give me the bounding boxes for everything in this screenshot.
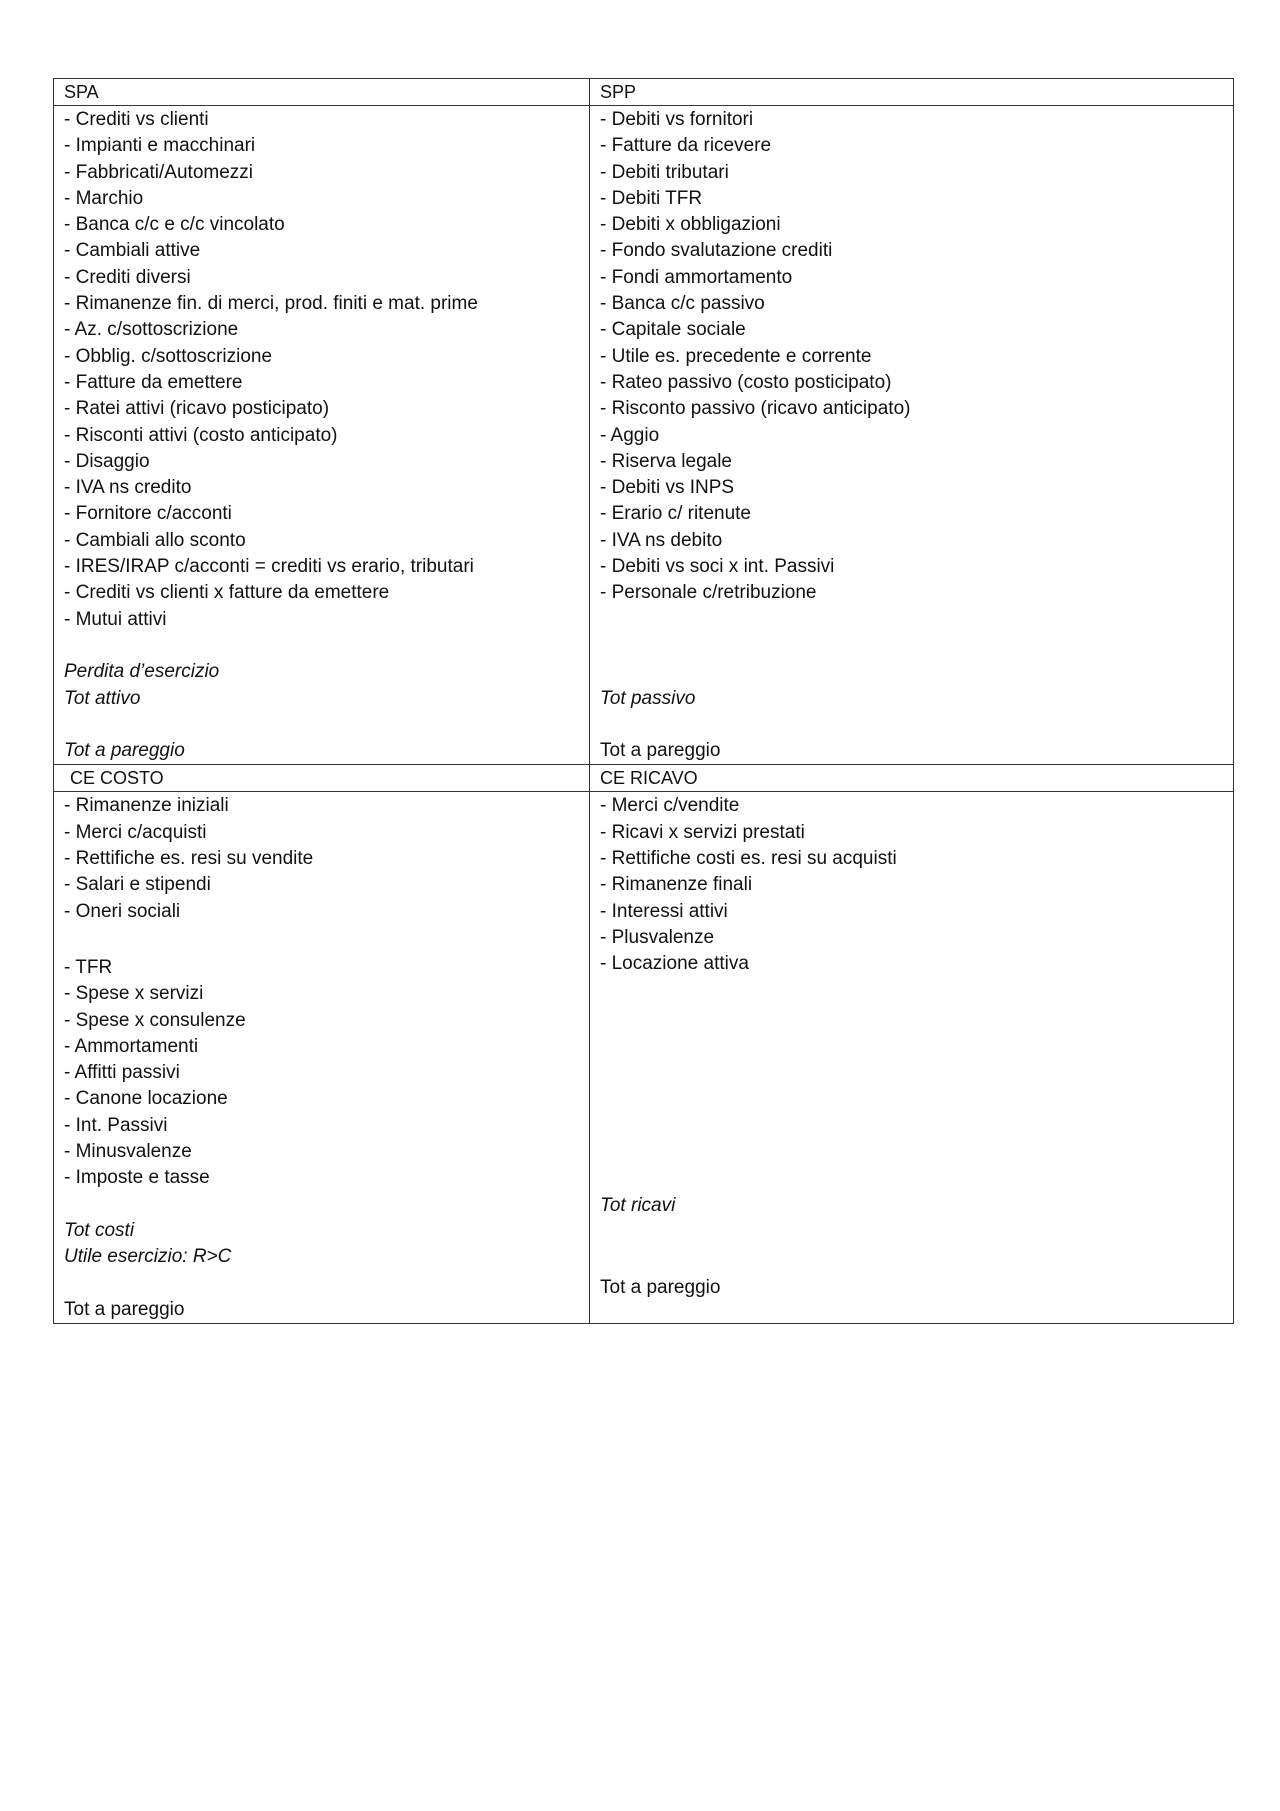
list-item: - Fabbricati/Automezzi [64,161,254,183]
list-item: - Crediti diversi [64,266,191,288]
utile-esercizio: Utile esercizio: R>C [64,1246,232,1268]
ce-ricavo-cell [590,792,1234,1324]
spacer [64,1192,579,1218]
list-item: - Fatture da emettere [64,371,243,393]
list-item: - Ratei attivi (ricavo posticipato) [64,398,330,420]
perdita-esercizio: Perdita d’esercizio [64,661,220,683]
spacer [600,607,1223,633]
list-item: - Debiti x obbligazioni [600,214,781,236]
ce-costo-header: CE COSTO [54,765,590,792]
list-item: - Banca c/c e c/c vincolato [64,214,285,236]
list-item: - Spese x servizi [64,983,204,1005]
list-item: - Capitale sociale [600,319,746,341]
list-item: - Debiti vs soci x int. Passivi [600,556,835,578]
list-item: - Merci c/vendite [600,795,740,817]
list-item: - Rettifiche es. resi su vendite [64,848,314,870]
costi-list-b [64,955,579,1192]
list-item: - Personale c/retribuzione [600,582,817,604]
tot-pareggio-costi: Tot a pareggio [64,1298,185,1320]
ce-ricavo-header: CE RICAVO [590,765,1234,792]
list-item: - Debiti tributari [600,161,729,183]
list-item: - Az. c/sottoscrizione [64,319,239,341]
list-item: - Affitti passivi [64,1062,180,1084]
list-item: - Rimanenze fin. di merci, prod. finiti e mat. prime [64,293,478,315]
tot-pareggio-passivo: Tot a pareggio [600,740,721,762]
ricavi-list [600,793,1223,977]
list-item: - Banca c/c passivo [600,293,765,315]
list-item: - Fornitore c/acconti [64,503,232,525]
list-item: - Risconti attivi (costo anticipato) [64,424,338,446]
list-item: - Plusvalenze [600,926,715,948]
tot-passivo: Tot passivo [600,687,696,709]
spacer [600,633,1223,659]
list-item: - Canone locazione [64,1088,228,1110]
list-item: - Disaggio [64,450,150,472]
tot-costi: Tot costi [64,1219,135,1241]
list-item: - Salari e stipendi [64,874,211,896]
list-item: - Erario c/ ritenute [600,503,751,525]
list-item: - Debiti TFR [600,187,703,209]
sp-body-row [54,106,1234,765]
list-item: - Ammortamenti [64,1035,199,1057]
spp-list [600,107,1223,607]
list-item: - Rimanenze iniziali [64,795,229,817]
list-item: - Crediti vs clienti [64,109,209,130]
list-item: - Int. Passivi [64,1114,168,1136]
list-item: - Risconto passivo (ricavo anticipato) [600,398,911,420]
spacer [64,925,579,955]
spp-header: SPP [590,79,1234,106]
list-item: - Marchio [64,187,144,209]
list-item: - Interessi attivi [600,900,728,922]
list-item: - Fatture da ricevere [600,135,772,157]
list-item: - Mutui attivi [64,608,167,630]
list-item: - Oneri sociali [64,900,181,922]
list-item: - Locazione attiva [600,953,749,975]
list-item: - Rateo passivo (costo posticipato) [600,371,892,393]
list-item: - Ricavi x servizi prestati [600,821,805,843]
list-item: - Merci c/acquisti [64,821,207,843]
tot-ricavi: Tot ricavi [600,1194,676,1216]
spa-cell [54,106,590,765]
list-item: - Imposte e tasse [64,1167,210,1189]
list-item: - Aggio [600,424,660,446]
list-item: - Debiti vs INPS [600,477,735,499]
list-item: - TFR [64,956,113,978]
list-item: - Fondi ammortamento [600,266,793,288]
list-item: - IVA ns debito [600,529,723,551]
tot-pareggio-attivo: Tot a pareggio [64,740,185,762]
costi-list-a [64,793,579,924]
list-item: - Debiti vs fornitori [600,109,754,130]
spacer [64,633,579,659]
ce-body-row [54,792,1234,1324]
ce-header-row [54,765,1234,792]
ce-costo-cell [54,792,590,1324]
spacer [600,659,1223,685]
list-item: - IVA ns credito [64,477,192,499]
list-item: - Utile es. precedente e corrente [600,345,872,367]
list-item: - Cambiali attive [64,240,201,262]
spacer [600,1219,1223,1275]
accounting-table [53,78,1234,1324]
list-item: - Obblig. c/sottoscrizione [64,345,273,367]
list-item: - Rettifiche costi es. resi su acquisti [600,848,897,870]
spacer [64,1270,579,1296]
list-item: - Minusvalenze [64,1140,192,1162]
spp-cell [590,106,1234,765]
tot-pareggio-ricavi: Tot a pareggio [600,1276,721,1298]
spacer [64,712,579,738]
list-item: - Rimanenze finali [600,874,753,896]
list-item: - Fondo svalutazione crediti [600,240,833,262]
spacer [600,978,1223,1193]
list-item: - Cambiali allo sconto [64,529,246,551]
list-item: - Riserva legale [600,450,732,472]
list-item: - Impianti e macchinari [64,135,256,157]
spa-list [64,107,579,633]
sp-header-row [54,79,1234,106]
tot-attivo: Tot attivo [64,687,141,709]
list-item: - Spese x consulenze [64,1009,246,1031]
list-item: - Crediti vs clienti x fatture da emettere [64,582,390,604]
spacer [600,712,1223,738]
list-item: - IRES/IRAP c/acconti = crediti vs erario, tributari [64,556,474,578]
spa-header: SPA [54,79,590,106]
